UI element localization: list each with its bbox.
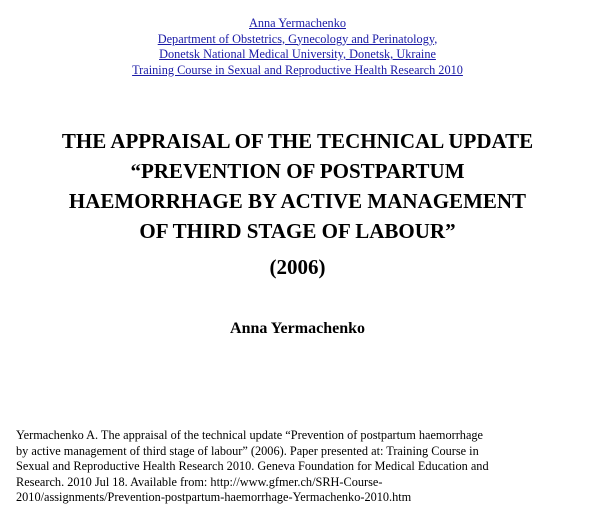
university-link[interactable]: Donetsk National Medical University, Donetsk, Ukraine [159, 47, 436, 61]
title-line: HAEMORRHAGE BY ACTIVE MANAGEMENT [68, 189, 527, 213]
document-year: (2006) [269, 255, 326, 279]
citation-line: Research. 2010 Jul 18. Available from: http://www.gfmer.ch/SRH-Course- [16, 474, 383, 489]
citation-line: by active management of third stage of labour” (2006). Paper presented at: Training Course in [16, 443, 479, 458]
author-link[interactable]: Anna Yermachenko [249, 16, 346, 30]
header-links [0, 16, 595, 78]
citation-line: Yermachenko A. The appraisal of the technical update “Prevention of postpartum haemorrhage [16, 428, 484, 442]
citation-line: Sexual and Reproductive Health Research 2010. Geneva Foundation for Medical Education and [16, 459, 489, 474]
title-line: “PREVENTION OF POSTPARTUM [130, 159, 465, 183]
document-author: Anna Yermachenko [230, 320, 365, 337]
course-link[interactable]: Training Course in Sexual and Reproductive Health Research 2010 [132, 62, 463, 77]
document-title [0, 126, 595, 246]
department-link[interactable]: Department of Obstetrics, Gynecology and Perinatology, [157, 31, 438, 46]
title-line: OF THIRD STAGE OF LABOUR” [139, 219, 456, 243]
title-line: THE APPRAISAL OF THE TECHNICAL UPDATE [61, 129, 534, 153]
citation [16, 428, 594, 506]
citation-line: 2010/assignments/Prevention-postpartum-haemorrhage-Yermachenko-2010.htm [16, 490, 412, 505]
